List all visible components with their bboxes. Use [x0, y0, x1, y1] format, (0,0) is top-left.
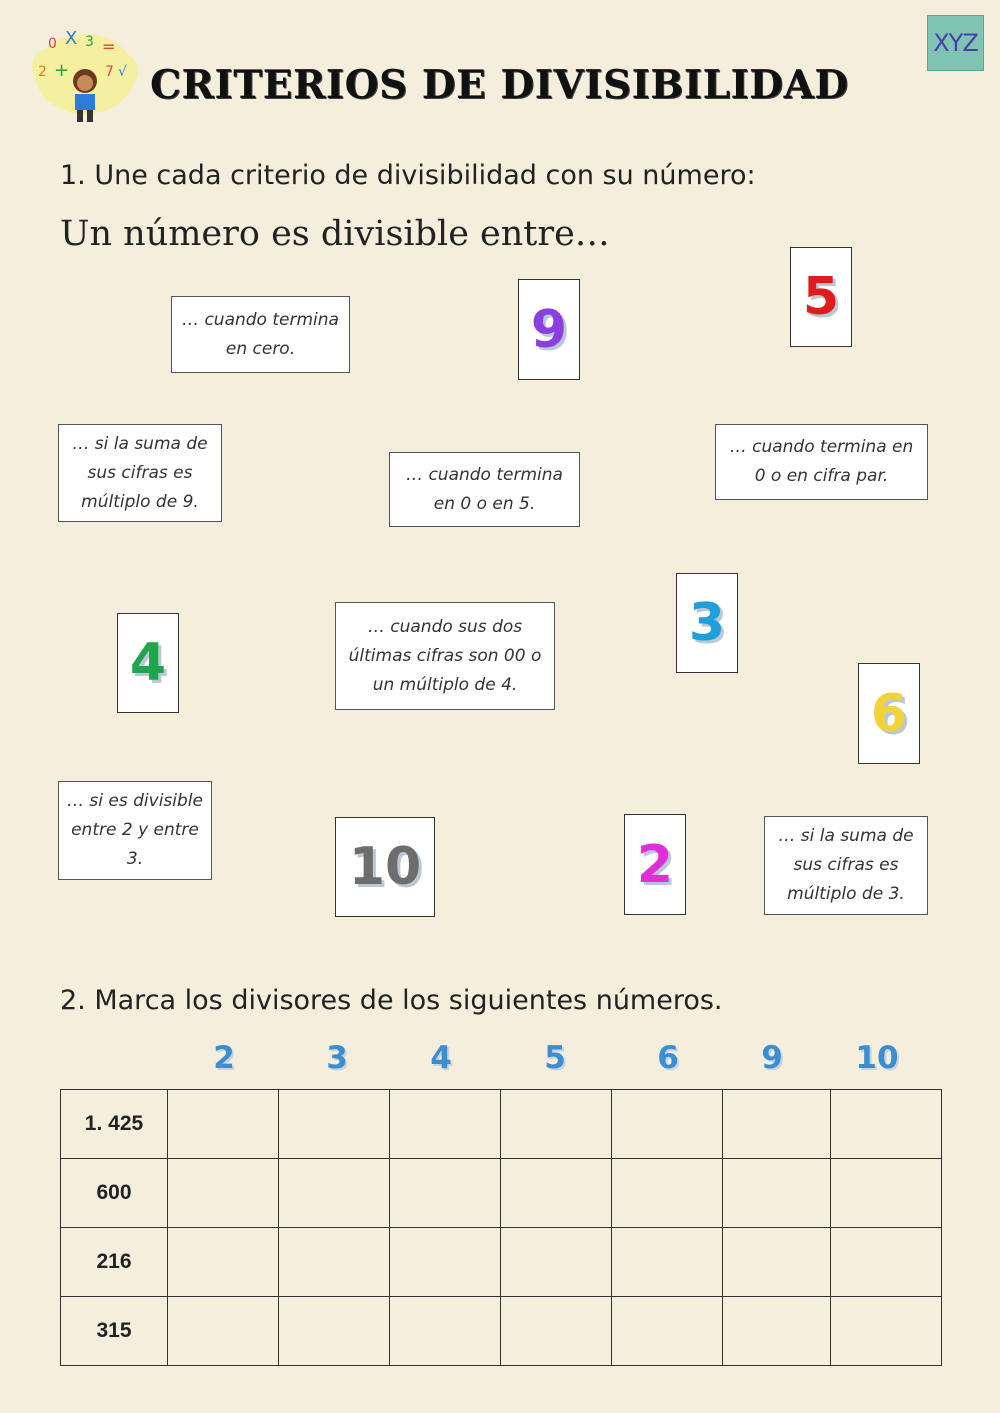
row-label: 216 [61, 1228, 168, 1297]
check-cell-4[interactable] [390, 1297, 501, 1366]
column-header-4: 4 [430, 1040, 452, 1076]
instruction-2: 2. Marca los divisores de los siguientes números. [60, 985, 723, 1016]
check-cell-5[interactable] [501, 1297, 612, 1366]
check-cell-6[interactable] [612, 1297, 723, 1366]
check-cell-10[interactable] [831, 1297, 942, 1366]
number-card-10[interactable]: 10 [335, 817, 435, 917]
number-card-9[interactable]: 9 [518, 279, 580, 380]
check-cell-5[interactable] [501, 1090, 612, 1159]
number-card-5[interactable]: 5 [790, 247, 852, 347]
check-cell-3[interactable] [279, 1159, 390, 1228]
svg-text:X: X [65, 28, 78, 49]
check-cell-9[interactable] [723, 1090, 831, 1159]
check-cell-4[interactable] [390, 1159, 501, 1228]
number-card-3[interactable]: 3 [676, 573, 738, 673]
table-row [61, 1159, 942, 1228]
check-cell-9[interactable] [723, 1159, 831, 1228]
table-row [61, 1090, 942, 1159]
check-cell-10[interactable] [831, 1090, 942, 1159]
column-header-2: 2 [213, 1040, 235, 1076]
check-cell-2[interactable] [168, 1159, 279, 1228]
check-cell-9[interactable] [723, 1228, 831, 1297]
check-cell-3[interactable] [279, 1228, 390, 1297]
table-row [61, 1228, 942, 1297]
row-label: 600 [61, 1159, 168, 1228]
svg-text:2: 2 [38, 64, 47, 80]
table-row [61, 1297, 942, 1366]
check-cell-10[interactable] [831, 1228, 942, 1297]
divisors-table [60, 1089, 942, 1366]
svg-text:3: 3 [85, 34, 94, 50]
number-card-6[interactable]: 6 [858, 663, 920, 764]
criterion-card-last-two-digits[interactable]: … cuando sus dos últimas cifras son 00 o un múltiplo de 4. [335, 602, 555, 710]
check-cell-10[interactable] [831, 1159, 942, 1228]
svg-text:7: 7 [105, 64, 114, 80]
check-cell-2[interactable] [168, 1228, 279, 1297]
check-cell-6[interactable] [612, 1159, 723, 1228]
check-cell-5[interactable] [501, 1228, 612, 1297]
column-header-6: 6 [657, 1040, 679, 1076]
criterion-card-sum-multiple-3[interactable]: … si la suma de sus cifras es múltiplo de 3. [764, 816, 928, 915]
number-card-4[interactable]: 4 [117, 613, 179, 713]
column-header-9: 9 [761, 1040, 783, 1076]
check-cell-9[interactable] [723, 1297, 831, 1366]
criterion-card-sum-multiple-9[interactable]: … si la suma de sus cifras es múltiplo de 9. [58, 424, 222, 522]
check-cell-2[interactable] [168, 1090, 279, 1159]
check-cell-5[interactable] [501, 1159, 612, 1228]
check-cell-3[interactable] [279, 1090, 390, 1159]
criterion-card-ends-zero[interactable]: … cuando termina en cero. [171, 296, 350, 373]
row-label: 315 [61, 1297, 168, 1366]
lead-sentence: Un número es divisible entre… [60, 214, 610, 254]
page-title: CRITERIOS DE DIVISIBILIDAD [150, 62, 849, 108]
math-girl-logo [30, 26, 140, 126]
svg-text:0: 0 [48, 36, 57, 52]
criterion-card-ends-even[interactable]: … cuando termina en 0 o en cifra par. [715, 424, 928, 500]
column-header-5: 5 [544, 1040, 566, 1076]
column-header-10: 10 [855, 1040, 899, 1076]
check-cell-6[interactable] [612, 1228, 723, 1297]
check-cell-4[interactable] [390, 1090, 501, 1159]
svg-text:+: + [54, 60, 70, 81]
row-label: 1. 425 [61, 1090, 168, 1159]
number-card-2[interactable]: 2 [624, 814, 686, 915]
check-cell-3[interactable] [279, 1297, 390, 1366]
check-cell-6[interactable] [612, 1090, 723, 1159]
check-cell-2[interactable] [168, 1297, 279, 1366]
instruction-1: 1. Une cada criterio de divisibilidad con su número: [60, 160, 756, 191]
svg-text:=: = [102, 37, 116, 56]
svg-text:√: √ [118, 64, 127, 80]
check-cell-4[interactable] [390, 1228, 501, 1297]
criterion-card-divisible-2-and-3[interactable]: … si es divisible entre 2 y entre 3. [58, 781, 212, 880]
criterion-card-ends-0-or-5[interactable]: … cuando termina en 0 o en 5. [389, 452, 580, 527]
column-header-3: 3 [326, 1040, 348, 1076]
xyz-badge: XYZ [927, 15, 984, 71]
